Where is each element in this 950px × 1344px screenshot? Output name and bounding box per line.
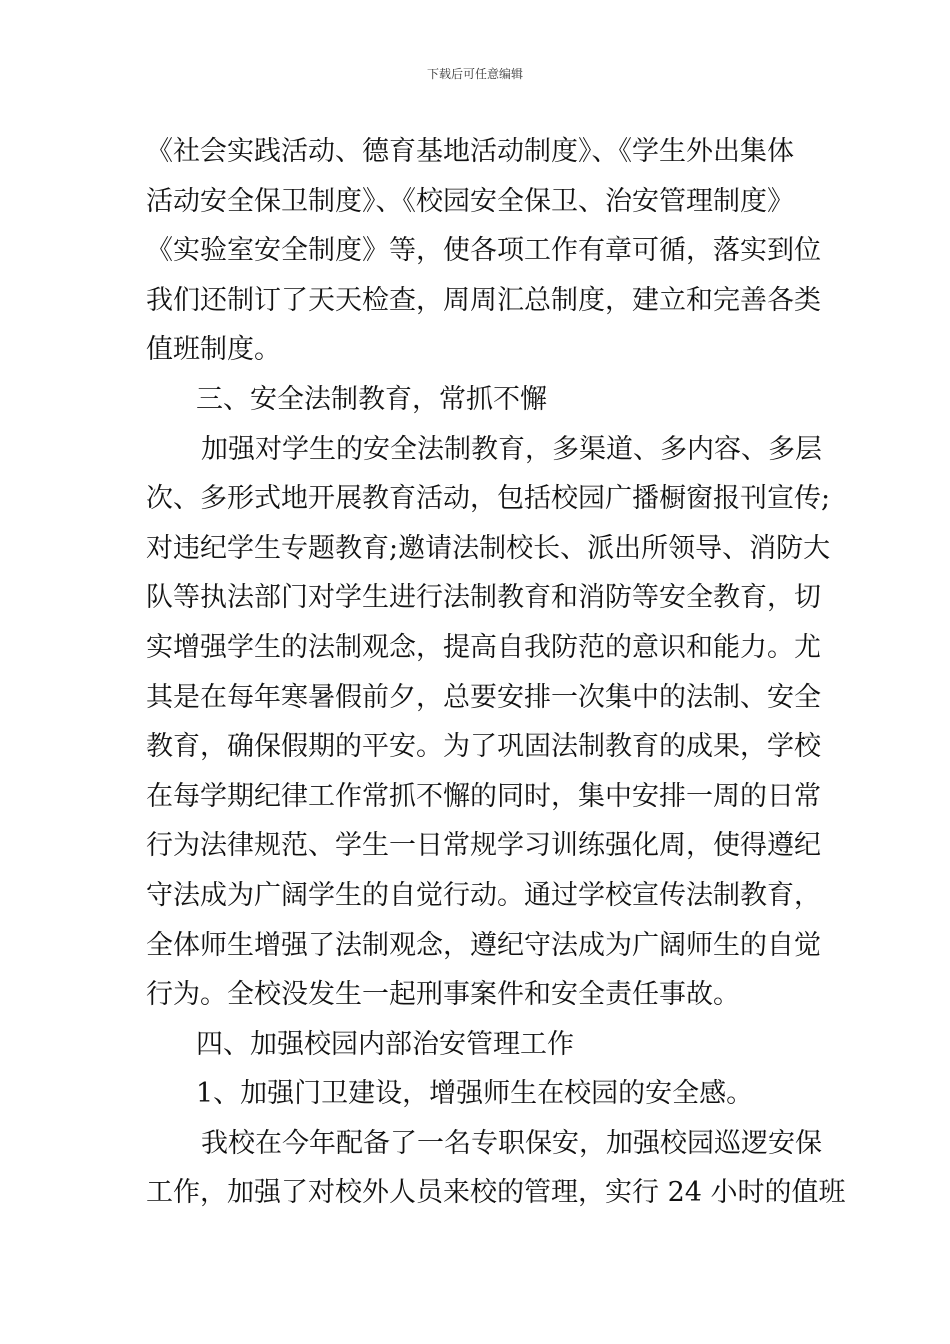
body-line: 我们还制订了天天检查，周周汇总制度，建立和完善各类 [146, 284, 821, 316]
page-header: 下载后可任意编辑 [426, 67, 523, 81]
section-heading: 三、安全法制教育，常抓不懈 [196, 383, 547, 415]
body-line: 对违纪学生专题教育;邀请法制校长、派出所领导、消防大 [146, 532, 831, 564]
body-line: 守法成为广阔学生的自觉行动。通过学校宣传法制教育， [146, 879, 821, 911]
body-line: 实增强学生的法制观念，提高自我防范的意识和能力。尤 [146, 631, 821, 663]
subsection-heading: 1、加强门卫建设，增强师生在校园的安全感。 [196, 1078, 754, 1110]
body-line: 行为。全校没发生一起刑事案件和安全责任事故。 [146, 979, 740, 1011]
body-line: 工作，加强了对校外人员来校的管理，实行 24 小时的值班 [146, 1177, 846, 1209]
body-line: 加强对学生的安全法制教育，多渠道、多内容、多层 [201, 433, 822, 465]
body-line: 队等执法部门对学生进行法制教育和消防等安全教育，切 [146, 582, 821, 614]
body-line: 《实验室安全制度》等，使各项工作有章可循，落实到位 [146, 235, 821, 267]
body-line: 《社会实践活动、德育基地活动制度》、《学生外出集体 [146, 136, 794, 167]
body-line: 值班制度。 [146, 334, 281, 366]
body-line: 其是在每年寒暑假前夕，总要安排一次集中的法制、安全 [146, 681, 821, 713]
body-line: 在每学期纪律工作常抓不懈的同时，集中安排一周的日常 [146, 780, 821, 812]
body-line: 次、多形式地开展教育活动，包括校园广播橱窗报刊宣传; [146, 483, 831, 515]
document-body [146, 127, 846, 1218]
body-line: 全体师生增强了法制观念，遵纪守法成为广阔师生的自觉 [146, 929, 821, 961]
body-line: 我校在今年配备了一名专职保安，加强校园巡逻安保 [201, 1127, 822, 1159]
body-line: 行为法律规范、学生一日常规学习训练强化周，使得遵纪 [146, 830, 821, 862]
section-heading: 四、加强校园内部治安管理工作 [196, 1028, 574, 1060]
body-line: 活动安全保卫制度》、《校园安全保卫、治安管理制度》 [146, 185, 794, 217]
body-line: 教育，确保假期的平安。为了巩固法制教育的成果，学校 [146, 731, 821, 763]
